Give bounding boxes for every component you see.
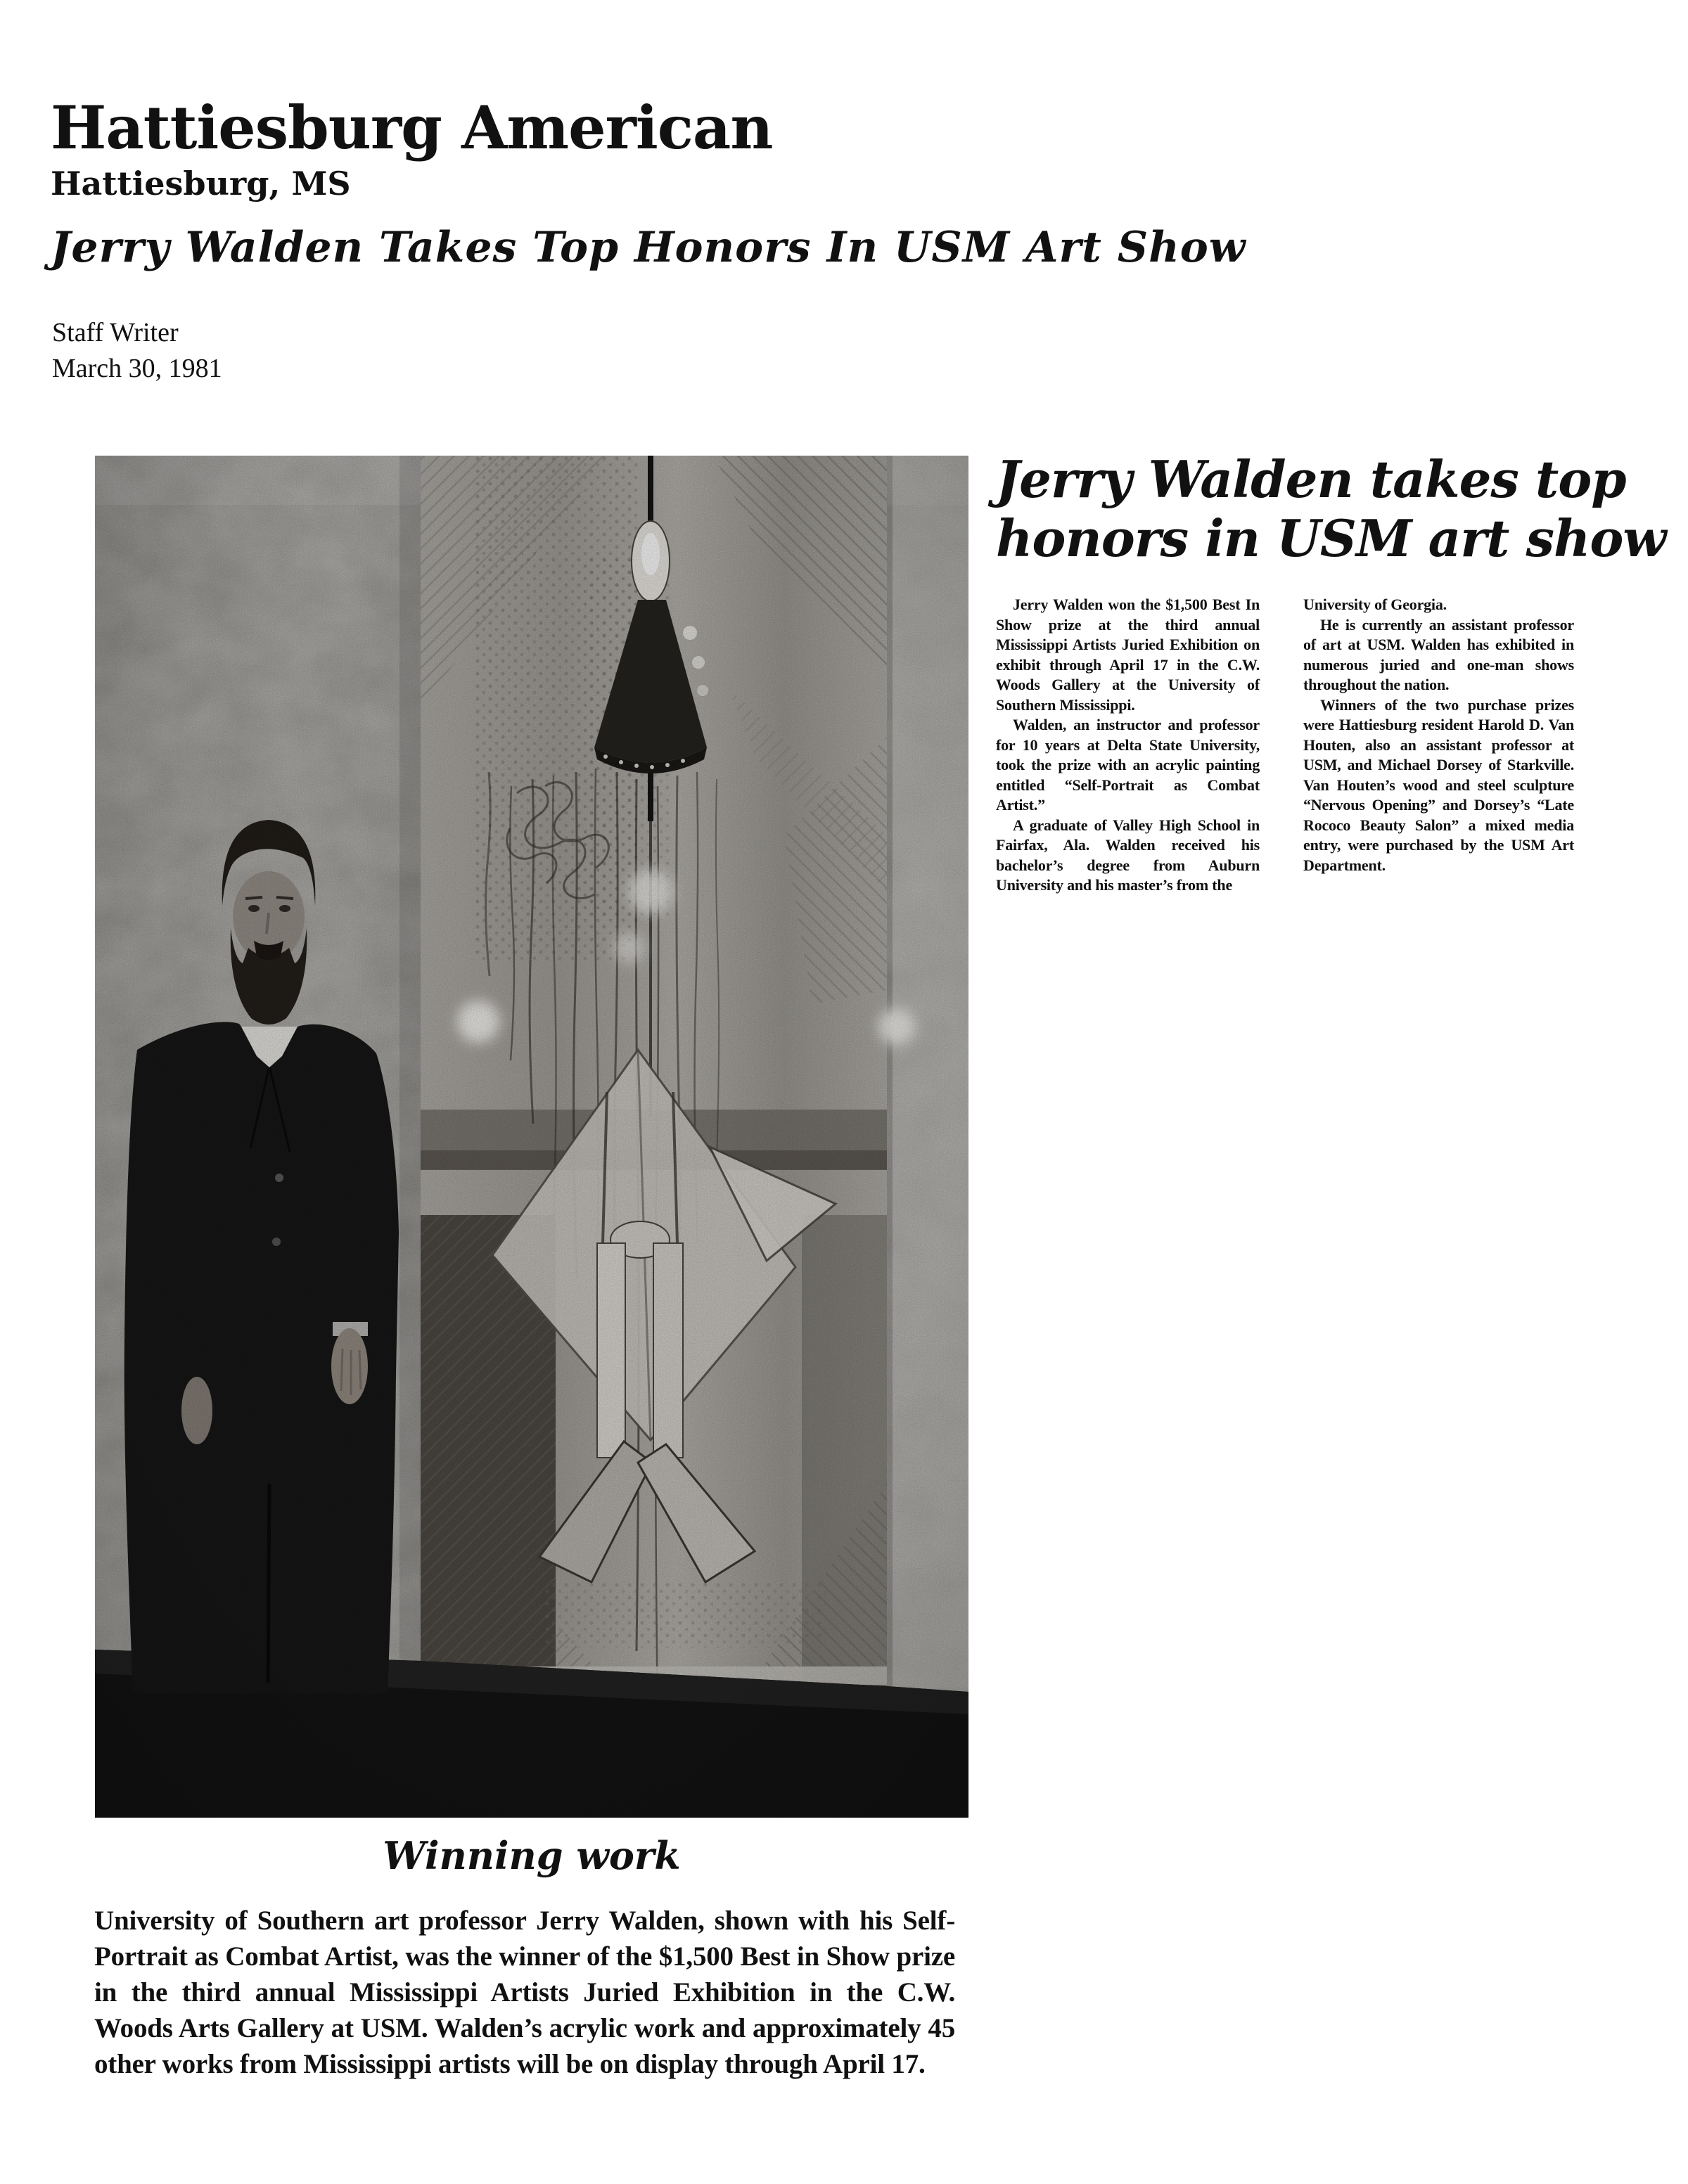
clipping-paragraph: University of Georgia. bbox=[1303, 596, 1447, 613]
clipping-headline bbox=[996, 449, 1666, 568]
photo-caption: University of Southern art professor Jerry Walden, shown with his Self-Portrait as Combat Artist, was the winner of the $1,500 Best in Show prize in the third annual Mississippi Artists Juried Exhibition in the C.W. Woods Arts Gallery at USM. Walden’s acrylic work and approximately 45 other works from Mississippi artists will be on display through April 17. bbox=[94, 1906, 955, 2079]
clipping bbox=[996, 449, 1666, 896]
byline: Staff Writer bbox=[52, 318, 179, 347]
clipping-paragraph: A graduate of Valley High School in Fairfax, Ala. Walden received his bachelor’s degree from Auburn University and his master’s from the bbox=[996, 816, 1260, 894]
clipping-paragraph: Jerry Walden won the $1,500 Best In Show prize at the third annual Mississippi Artists Juried Exhibition on exhibit through April 17 in the C.W. Woods Gallery at the University of Southern Mississippi. bbox=[996, 596, 1260, 714]
news-photo bbox=[95, 456, 968, 1818]
clipping-headline-line1: Jerry Walden takes top bbox=[996, 449, 1626, 509]
article-headline: Jerry Walden Takes Top Honors In USM Art Show bbox=[51, 223, 1246, 272]
clipping-paragraph: Winners of the two purchase prizes were Hattiesburg resident Harold D. Van Houten, also an assistant professor at USM, and Michael Dorsey of Starkville. Van Houten’s wood and steel sculpture “Nervous Opening” and Dorsey’s “Late Rococo Beauty Salon” a mixed media entry, were purchased by the USM Art Department. bbox=[1303, 695, 1574, 874]
clipping-column-right bbox=[1303, 595, 1574, 896]
article-date: March 30, 1981 bbox=[52, 354, 222, 384]
clipping-headline-line2: honors in USM art show bbox=[996, 508, 1666, 568]
clipping-paragraph: Walden, an instructor and professor for 10 years at Delta State University, took the prize with an acrylic painting entitled “Self-Portrait as Combat Artist.” bbox=[996, 716, 1260, 814]
photo-caption-title: Winning work bbox=[383, 1833, 681, 1878]
news-photo-art bbox=[95, 456, 968, 1818]
byline-block bbox=[52, 315, 222, 387]
photo-vignette bbox=[95, 456, 968, 1818]
clipping-paragraph: He is currently an assistant professor of art at USM. Walden has exhibited in numerous juried and one-man shows throughout the nation. bbox=[1303, 615, 1574, 693]
masthead-title: Hattiesburg American bbox=[51, 93, 773, 162]
clipping-columns bbox=[996, 595, 1622, 896]
masthead-location: Hattiesburg, MS bbox=[51, 165, 351, 203]
clipping-column-left bbox=[996, 595, 1260, 896]
